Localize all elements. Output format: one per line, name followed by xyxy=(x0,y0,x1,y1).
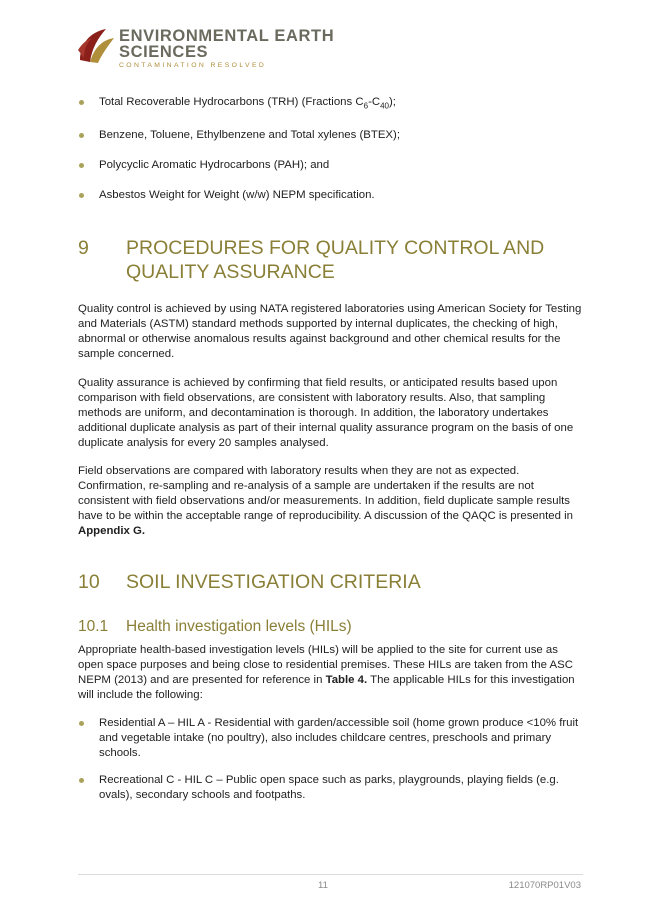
hil-paragraph: Appropriate health-based investigation levels (HILs) will be applied to the site for current use as open space purposes and being close to residential premises. These HILs are taken from the ASC NEPM (2013) and are presented for reference in Table 4. The applicable HILs for this investigation will include the following: xyxy=(78,644,575,701)
qa-paragraph: Quality assurance is achieved by confirming that field results, or anticipated results based upon comparison with field observations, are consistent with laboratory results. Also, that sampling methods are uniform, and decontamination is thorough. In addition, the laboratory undertakes additional duplicate analysis as part of their internal quality assurance program on the basis of one duplicate analysis for every 20 samples analysed. xyxy=(78,377,574,449)
list-item xyxy=(78,158,583,173)
section-10-heading xyxy=(78,570,598,594)
analyte-list xyxy=(78,95,583,218)
hil-c-text: Recreational C - HIL C – Public open space such as parks, playgrounds, playing fields (e.g. ovals), secondary schools and footpaths. xyxy=(99,774,559,801)
list-item xyxy=(78,128,583,143)
document-reference: 121070RP01V03 xyxy=(508,880,581,891)
footer-divider xyxy=(78,874,583,875)
analyte-btex-text: Benzene, Toluene, Ethylbenzene and Total xylenes (BTEX); xyxy=(99,129,400,142)
logo-line-1: ENVIRONMENTAL EARTH xyxy=(119,27,335,45)
section-9-heading xyxy=(78,236,598,284)
qc-paragraph: Quality control is achieved by using NATA registered laboratories using American Society for Testing and Materials (ASTM) standard methods supported by internal duplicates, the checking of high, abnormal or otherwise anomalous results against background and other chemical results for the sample concerned. xyxy=(78,303,582,360)
logo-line-2: SCIENCES xyxy=(119,43,209,61)
bullet-icon xyxy=(79,721,84,726)
bullet-icon xyxy=(79,778,84,783)
bullet-icon xyxy=(79,100,84,105)
analyte-asbestos-text: Asbestos Weight for Weight (w/w) NEPM specification. xyxy=(99,189,375,202)
analyte-trh-text: Total Recoverable Hydrocarbons (TRH) (Fractions $C_6-C_{40}$); xyxy=(99,96,396,111)
section-number: 9 xyxy=(78,237,89,259)
hil-list xyxy=(78,716,583,815)
company-logo xyxy=(76,26,336,74)
subsection-number: 10.1 xyxy=(78,618,109,635)
logo-tagline: CONTAMINATION RESOLVED xyxy=(119,62,267,69)
leaf-logo-icon xyxy=(76,26,116,66)
section-title-line-1: PROCEDURES FOR QUALITY CONTROL AND xyxy=(126,237,545,259)
field-observations-paragraph: Field observations are compared with laboratory results when they are not as expected. Confirmation, re-sampling and re-analysis of a sample are undertaken if the results are not consistent with field observations and/or measurements. In addition, field duplicate sample results have to be within the acceptable range of reproducibility. A discussion of the QAQC is presented in Appendix G. xyxy=(78,465,573,537)
list-item xyxy=(78,95,583,113)
section-number: 10 xyxy=(78,571,100,593)
list-item xyxy=(78,188,583,203)
list-item xyxy=(78,716,583,761)
list-item xyxy=(78,773,583,803)
hil-a-text: Residential A – HIL A - Residential with garden/accessible soil (home grown produce <10% fruit and vegetable intake (no poultry), also includes childcare centres, preschools and primary schools. xyxy=(99,717,579,759)
analyte-pah-text: Polycyclic Aromatic Hydrocarbons (PAH); and xyxy=(99,159,330,172)
bullet-icon xyxy=(79,193,84,198)
bullet-icon xyxy=(79,163,84,168)
table-reference: Table 4. xyxy=(325,674,368,686)
section-title: SOIL INVESTIGATION CRITERIA xyxy=(126,571,421,593)
subsection-10-1-heading xyxy=(78,617,598,637)
subsection-title: Health investigation levels (HILs) xyxy=(126,618,352,635)
appendix-reference: Appendix G. xyxy=(78,525,146,537)
page-number: 11 xyxy=(318,880,328,891)
section-title-line-2: QUALITY ASSURANCE xyxy=(126,261,335,283)
bullet-icon xyxy=(79,133,84,138)
